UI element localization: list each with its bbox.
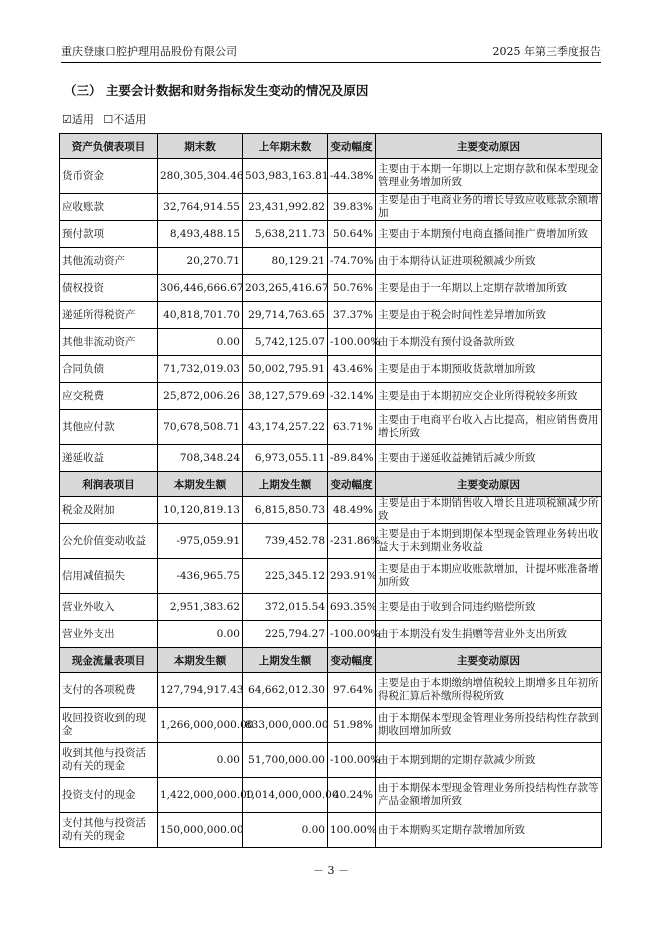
- column-header: 上期发生额: [243, 472, 328, 497]
- cell-change: 693.35%: [328, 594, 376, 621]
- cell-reason: 主要是由于本期缴纳增值税较上期增多且年初所得税汇算后补缴所得税所致: [376, 673, 602, 708]
- cell-previous: 225,345.12: [243, 559, 328, 594]
- cell-item: 债权投资: [60, 275, 158, 302]
- cell-previous: 6,815,850.73: [243, 497, 328, 524]
- cell-reason: 主要由于本期一年期以上定期存款和保本型现金管理业务增加所致: [376, 159, 602, 194]
- cell-previous: 503,983,163.81: [243, 159, 328, 194]
- section-title: （三） 主要会计数据和财务指标发生变动的情况及原因: [64, 83, 369, 98]
- cell-reason: 主要是由于税会时间性差异增加所致: [376, 302, 602, 329]
- cell-previous: 29,714,763.65: [243, 302, 328, 329]
- company-name: 重庆登康口腔护理用品股份有限公司: [61, 45, 237, 58]
- cell-change: 50.76%: [328, 275, 376, 302]
- cell-item: 收回投资收到的现金: [60, 708, 158, 743]
- cell-reason: 由于本期没有发生捐赠等营业外支出所致: [376, 621, 602, 648]
- table-row: [60, 673, 602, 708]
- cell-item: 应收账款: [60, 194, 158, 221]
- cell-change: -89.84%: [328, 445, 376, 472]
- cell-reason: 由于本期待认证进项税额减少所致: [376, 248, 602, 275]
- cell-previous: 5,638,211.73: [243, 221, 328, 248]
- cell-reason: 由于本期购买定期存款增加所致: [376, 813, 602, 848]
- cell-change: -231.86%: [328, 524, 376, 559]
- table-row: [60, 410, 602, 445]
- cell-change: 100.00%: [328, 813, 376, 848]
- cell-current: 280,305,304.46: [158, 159, 243, 194]
- cell-previous: 372,015.54: [243, 594, 328, 621]
- cell-current: 10,120,819.13: [158, 497, 243, 524]
- cell-item: 信用减值损失: [60, 559, 158, 594]
- cell-previous: 6,973,055.11: [243, 445, 328, 472]
- table-row: [60, 329, 602, 356]
- table-row: [60, 621, 602, 648]
- cell-change: -44.38%: [328, 159, 376, 194]
- cell-change: -74.70%: [328, 248, 376, 275]
- column-header: 本期发生额: [158, 648, 243, 673]
- cell-current: 1,266,000,000.00: [158, 708, 243, 743]
- column-header: 利润表项目: [60, 472, 158, 497]
- cell-change: -100.00%: [328, 329, 376, 356]
- column-header: 本期发生额: [158, 472, 243, 497]
- cell-reason: 由于本期没有预付设备款所致: [376, 329, 602, 356]
- cell-reason: 由于本期保本型现金管理业务所投结构性存款到期收回增加所致: [376, 708, 602, 743]
- cell-previous: 38,127,579.69: [243, 383, 328, 410]
- column-header: 主要变动原因: [376, 134, 602, 159]
- cell-change: 50.64%: [328, 221, 376, 248]
- cell-reason: 由于本期保本型现金管理业务所投结构性存款等产品金额增加所致: [376, 778, 602, 813]
- column-header: 期末数: [158, 134, 243, 159]
- cell-reason: 主要由于本期预付电商直播间推广费增加所致: [376, 221, 602, 248]
- cell-current: 32,764,914.55: [158, 194, 243, 221]
- column-header: 主要变动原因: [376, 472, 602, 497]
- table-row: [60, 275, 602, 302]
- cell-current: 0.00: [158, 329, 243, 356]
- table-row: [60, 159, 602, 194]
- cell-change: -100.00%: [328, 621, 376, 648]
- table-row: [60, 194, 602, 221]
- cell-item: 营业外支出: [60, 621, 158, 648]
- cell-change: 37.37%: [328, 302, 376, 329]
- cell-current: 20,270.71: [158, 248, 243, 275]
- cell-previous: 50,002,795.91: [243, 356, 328, 383]
- column-header: 变动幅度: [328, 648, 376, 673]
- cell-reason: 主要是由于本期应收账款增加，计提坏账准备增加所致: [376, 559, 602, 594]
- table-row: [60, 594, 602, 621]
- cell-change: -100.00%: [328, 743, 376, 778]
- cell-item: 支付其他与投资活动有关的现金: [60, 813, 158, 848]
- table-row: [60, 383, 602, 410]
- cell-previous: 51,700,000.00: [243, 743, 328, 778]
- cell-change: 39.83%: [328, 194, 376, 221]
- cell-reason: 主要是由于收到合同违约赔偿所致: [376, 594, 602, 621]
- financial-changes-table: [59, 133, 602, 848]
- cell-reason: 主要由于递延收益摊销后减少所致: [376, 445, 602, 472]
- cell-previous: 0.00: [243, 813, 328, 848]
- cell-current: 1,422,000,000.00: [158, 778, 243, 813]
- cell-reason: 主要是由于本期初应交企业所得税较多所致: [376, 383, 602, 410]
- cell-change: 48.49%: [328, 497, 376, 524]
- cell-item: 预付款项: [60, 221, 158, 248]
- cell-reason: 由于本期到期的定期存款减少所致: [376, 743, 602, 778]
- income-statement-header-row: [60, 472, 602, 497]
- cell-item: 递延所得税资产: [60, 302, 158, 329]
- cell-item: 收到其他与投资活动有关的现金: [60, 743, 158, 778]
- column-header: 上期发生额: [243, 648, 328, 673]
- table-row: [60, 524, 602, 559]
- cell-reason: 主要是由于电商业务的增长导致应收账款余额增加: [376, 194, 602, 221]
- cell-current: 708,348.24: [158, 445, 243, 472]
- cell-item: 应交税费: [60, 383, 158, 410]
- cell-previous: 1,014,000,000.00: [243, 778, 328, 813]
- applicability: [62, 111, 152, 127]
- cell-current: 2,951,383.62: [158, 594, 243, 621]
- table-row: [60, 743, 602, 778]
- table-row: [60, 248, 602, 275]
- cell-change: 43.46%: [328, 356, 376, 383]
- cell-reason: 主要是由于本期预收货款增加所致: [376, 356, 602, 383]
- cell-previous: 23,431,992.82: [243, 194, 328, 221]
- cell-item: 支付的各项税费: [60, 673, 158, 708]
- page-header: [61, 44, 601, 63]
- cell-reason: 主要是由于本期销售收入增长且进项税额减少所致: [376, 497, 602, 524]
- cell-item: 其他流动资产: [60, 248, 158, 275]
- table-row: [60, 445, 602, 472]
- cell-change: 40.24%: [328, 778, 376, 813]
- table-row: [60, 302, 602, 329]
- cell-reason: 主要是由于本期到期保本型现金管理业务转出收益大于未到期业务收益: [376, 524, 602, 559]
- cell-previous: 739,452.78: [243, 524, 328, 559]
- cell-change: 293.91%: [328, 559, 376, 594]
- cell-item: 投资支付的现金: [60, 778, 158, 813]
- cell-change: -32.14%: [328, 383, 376, 410]
- column-header: 资产负债表项目: [60, 134, 158, 159]
- table-row: [60, 708, 602, 743]
- cell-current: -975,059.91: [158, 524, 243, 559]
- cell-item: 合同负债: [60, 356, 158, 383]
- cell-change: 97.64%: [328, 673, 376, 708]
- column-header: 变动幅度: [328, 134, 376, 159]
- cell-current: 0.00: [158, 743, 243, 778]
- cell-item: 营业外收入: [60, 594, 158, 621]
- cell-previous: 80,129.21: [243, 248, 328, 275]
- cell-previous: 43,174,257.22: [243, 410, 328, 445]
- page-number: － 3 －: [313, 864, 349, 877]
- cell-previous: 5,742,125.07: [243, 329, 328, 356]
- cell-previous: 225,794.27: [243, 621, 328, 648]
- applicable-checkbox: ☑适用: [62, 113, 94, 126]
- cell-current: 71,732,019.03: [158, 356, 243, 383]
- cell-item: 货币资金: [60, 159, 158, 194]
- cell-current: 150,000,000.00: [158, 813, 243, 848]
- cell-current: 0.00: [158, 621, 243, 648]
- table-row: [60, 778, 602, 813]
- cell-current: 70,678,508.71: [158, 410, 243, 445]
- cell-previous: 833,000,000.00: [243, 708, 328, 743]
- column-header: 上年期末数: [243, 134, 328, 159]
- cell-previous: 64,662,012.30: [243, 673, 328, 708]
- cell-current: 25,872,006.26: [158, 383, 243, 410]
- cell-current: 127,794,917.43: [158, 673, 243, 708]
- cell-current: 8,493,488.15: [158, 221, 243, 248]
- column-header: 变动幅度: [328, 472, 376, 497]
- report-title: 2025 年第三季度报告: [492, 45, 601, 58]
- column-header: 主要变动原因: [376, 648, 602, 673]
- table-row: [60, 497, 602, 524]
- cell-reason: 主要是由于一年期以上定期存款增加所致: [376, 275, 602, 302]
- balance-sheet-header-row: [60, 134, 602, 159]
- cell-current: -436,965.75: [158, 559, 243, 594]
- cell-item: 递延收益: [60, 445, 158, 472]
- table-row: [60, 221, 602, 248]
- table-row: [60, 813, 602, 848]
- cell-current: 40,818,701.70: [158, 302, 243, 329]
- cell-item: 其他应付款: [60, 410, 158, 445]
- cell-item: 公允价值变动收益: [60, 524, 158, 559]
- not-applicable-checkbox: ☐不适用: [103, 113, 147, 126]
- cell-item: 其他非流动资产: [60, 329, 158, 356]
- cell-item: 税金及附加: [60, 497, 158, 524]
- column-header: 现金流量表项目: [60, 648, 158, 673]
- cash-flow-header-row: [60, 648, 602, 673]
- cell-previous: 203,265,416.67: [243, 275, 328, 302]
- cell-current: 306,446,666.67: [158, 275, 243, 302]
- table-row: [60, 356, 602, 383]
- cell-change: 51.98%: [328, 708, 376, 743]
- cell-reason: 主要由于电商平台收入占比提高，相应销售费用增长所致: [376, 410, 602, 445]
- table-row: [60, 559, 602, 594]
- cell-change: 63.71%: [328, 410, 376, 445]
